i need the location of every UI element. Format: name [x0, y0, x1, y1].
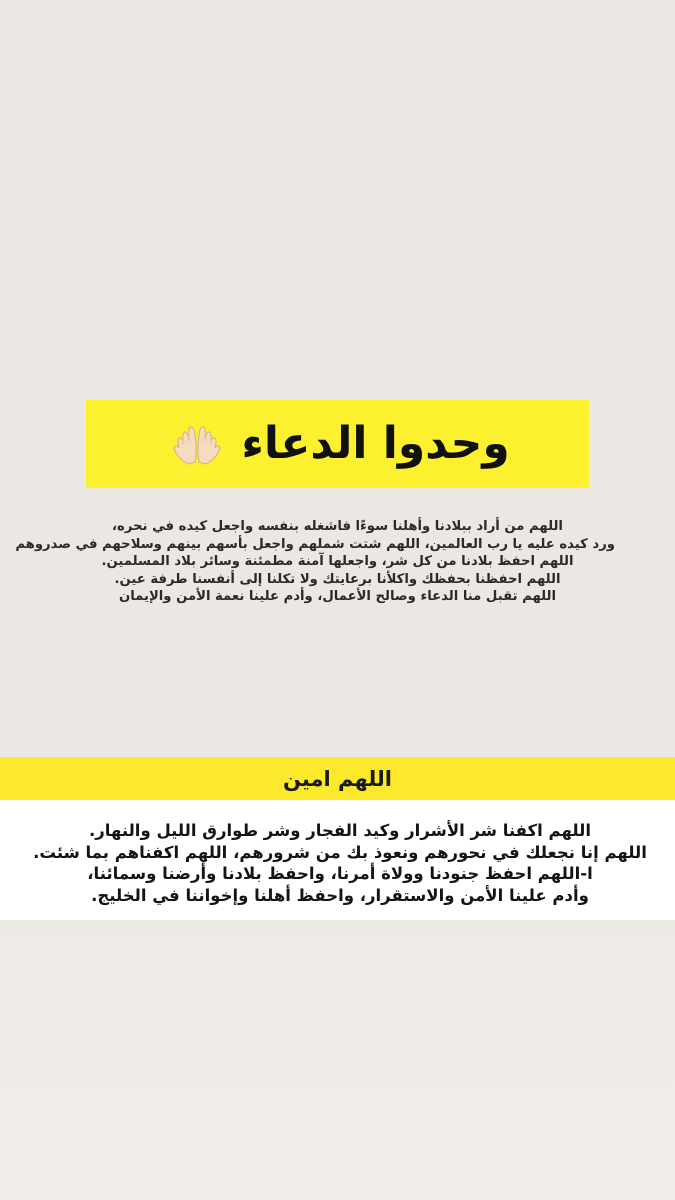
- amen-text: اللهم امين: [283, 766, 392, 791]
- dua-paragraph: [15, 518, 615, 606]
- dua-line: اللهم احفظ بلادنا من كل شر، واجعلها آمنة مطمئنة وسائر بلاد المسلمين.: [101, 554, 574, 569]
- second-dua-paragraph: [30, 820, 650, 906]
- title-banner: [86, 400, 589, 488]
- dua-line: اللهم من أراد ببلادنا وأهلنا سوءًا فاشغله بنفسه واجعل كيده في نحره،: [112, 519, 563, 534]
- dua-line: اللهم تقبل منا الدعاء وصالح الأعمال، وأدم علينا نعمة الأمن والإيمان: [118, 589, 557, 604]
- title-text: وحدوا الدعاء: [241, 418, 510, 469]
- dua2-line: ا-اللهم احفظ جنودنا وولاة أمرنا، واحفظ بلادنا وأرضنا وسمائنا،: [87, 864, 593, 883]
- dua2-line: وأدم علينا الأمن والاستقرار، واحفظ أهلنا وإخواننا في الخليج.: [91, 885, 589, 905]
- amen-banner: [0, 757, 675, 800]
- dua-line: ورد كيده عليه يا رب العالمين، اللهم شتت شملهم واجعل بأسهم بينهم وسلاحهم في صدروهم: [15, 536, 615, 552]
- raised-palms-icon: [165, 422, 229, 466]
- dua2-line: اللهم إنا نجعلك في نحورهم ونعوذ بك من شرورهم، اللهم اكفناهم بما شئت.: [33, 842, 647, 862]
- dua-line: اللهم احفظنا بحفظك واكلأنا برعايتك ولا تكلنا إلى أنفسنا طرفة عين.: [114, 571, 561, 587]
- dua2-line: اللهم اكفنا شر الأشرار وكيد الفجار وشر طوارق الليل والنهار.: [89, 821, 591, 840]
